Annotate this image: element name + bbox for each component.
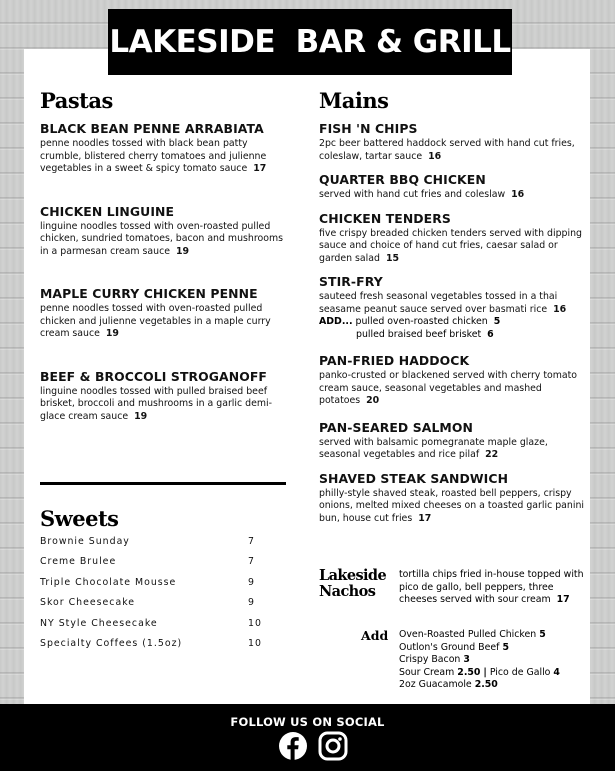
menu-item bbox=[40, 204, 290, 259]
nachos-add-list bbox=[399, 629, 599, 692]
instagram-icon[interactable] bbox=[318, 731, 348, 761]
menu-item bbox=[319, 353, 587, 408]
item-price: 19 bbox=[134, 410, 148, 422]
sweet-price: 10 bbox=[248, 637, 262, 649]
follow-us-text: FOLLOW US ON SOCIAL bbox=[230, 715, 385, 729]
menu-item bbox=[319, 420, 587, 462]
item-price: 15 bbox=[385, 252, 399, 264]
item-name: CHICKEN LINGUINE bbox=[40, 203, 175, 219]
item-description: served with hand cut fries and coleslaw 16 bbox=[319, 189, 525, 200]
mains-heading: Mains bbox=[319, 88, 389, 113]
menu-item bbox=[319, 172, 587, 202]
addon-item: Outlon's Ground Beef 5 bbox=[399, 641, 509, 653]
item-price: 19 bbox=[105, 328, 119, 339]
menu-item bbox=[319, 471, 587, 526]
footer bbox=[0, 704, 615, 771]
item-description: linguine noodles tossed with oven-roasted pulled chicken, sundried tomatoes, bacon and mushrooms in a parmesan cream sauce 19 bbox=[40, 220, 283, 257]
facebook-icon[interactable] bbox=[278, 731, 308, 761]
item-name: CHICKEN TENDERS bbox=[319, 210, 451, 226]
item-description: sauteed fresh seasonal vegetables tossed in a thai seasame peanut sauce served over basmati rice 16 bbox=[319, 291, 567, 315]
nachos-title: Lakeside Nachos bbox=[319, 567, 387, 600]
sweet-price: 7 bbox=[248, 536, 255, 547]
page-title: LAKESIDE BAR & GRILL bbox=[108, 9, 512, 75]
item-price: 16 bbox=[553, 303, 567, 315]
mains-section bbox=[319, 88, 587, 525]
menu-item bbox=[319, 274, 587, 341]
addon-item: 2oz Guacamole 2.50 bbox=[399, 679, 498, 690]
item-name: BEEF & BROCCOLI STROGANOFF bbox=[40, 368, 267, 384]
item-description: panko-crusted or blackened served with cherry tomato cream sauce, seasonal vegetables and mashed potatoes 20 bbox=[319, 370, 578, 406]
item-price: 16 bbox=[511, 189, 525, 200]
item-name: BLACK BEAN PENNE ARRABIATA bbox=[40, 121, 264, 136]
item-price: 22 bbox=[485, 449, 499, 460]
sweet-item: Skor Cheesecake 9 bbox=[40, 596, 270, 616]
item-price: 17 bbox=[556, 594, 570, 605]
item-description: penne noodles tossed with oven-roasted pulled chicken and julienne vegetables in a maple curry cream sauce 19 bbox=[40, 303, 271, 339]
addon-item: Crispy Bacon 3 bbox=[399, 654, 470, 665]
sweet-item: Specialty Coffees (1.5oz) 10 bbox=[40, 637, 270, 657]
section-divider bbox=[40, 482, 286, 485]
item-name: PAN-SEARED SALMON bbox=[319, 419, 473, 435]
item-description: 2pc beer battered haddock served with hand cut fries, coleslaw, tartar sauce 16 bbox=[319, 138, 575, 162]
sweets-heading: Sweets bbox=[40, 506, 119, 531]
item-description: penne noodles tossed with black bean patty crumble, blistered cherry tomatoes and julienne vegetables in a sweet & spicy tomato sauce 17 bbox=[40, 138, 267, 174]
item-name: FISH 'N CHIPS bbox=[319, 121, 418, 136]
item-price: 19 bbox=[175, 245, 190, 257]
item-description: linguine noodles tossed with pulled braised beef brisket, broccoli and mushrooms in a garlic demi-glace cream sauce 19 bbox=[40, 385, 272, 422]
item-price: 16 bbox=[428, 150, 442, 162]
item-name: STIR-FRY bbox=[319, 274, 383, 289]
pastas-section bbox=[40, 88, 290, 423]
item-price: 20 bbox=[366, 395, 380, 406]
item-name: SHAVED STEAK SANDWICH bbox=[319, 470, 509, 486]
item-price: 17 bbox=[253, 163, 267, 174]
addon-item: Oven-Roasted Pulled Chicken 5 bbox=[399, 629, 546, 640]
nachos-description: tortilla chips fried in-house topped with pico de gallo, bell peppers, three cheeses served with sour cream 17 bbox=[399, 569, 584, 605]
item-description: philly-style shaved steak, roasted bell peppers, crispy onions, melted mixed cheeses on a toasted garlic panini bun, house cut fries 17 bbox=[319, 487, 585, 524]
sweet-item: Brownie Sunday 7 bbox=[40, 535, 270, 555]
item-name: QUARTER BBQ CHICKEN bbox=[319, 172, 486, 187]
item-name: MAPLE CURRY CHICKEN PENNE bbox=[40, 286, 258, 301]
addon-item: Sour Cream 2.50 | Pico de Gallo 4 bbox=[399, 666, 560, 678]
sweet-price: 9 bbox=[248, 576, 255, 588]
nachos-add-label: Add bbox=[361, 628, 389, 643]
stirfry-addon: pulled braised beef brisket 6 bbox=[356, 328, 494, 340]
sweet-price: 7 bbox=[248, 556, 255, 568]
sweet-item: Creme Brulee 7 bbox=[40, 555, 270, 575]
item-description: five crispy breaded chicken tenders served with dipping sauce and choice of hand cut fries, caesar salad or garden salad 15 bbox=[319, 227, 582, 264]
item-name: PAN-FRIED HADDOCK bbox=[319, 353, 470, 368]
sweet-item: NY Style Cheesecake 10 bbox=[40, 617, 270, 637]
sweet-item: Triple Chocolate Mousse 9 bbox=[40, 576, 270, 596]
sweet-price: 10 bbox=[248, 617, 262, 629]
menu-item bbox=[40, 369, 290, 424]
sweets-list bbox=[40, 535, 270, 657]
menu-item bbox=[40, 121, 290, 176]
pastas-heading: Pastas bbox=[40, 88, 113, 113]
stirfry-addon: ADD... pulled oven-roasted chicken 5 bbox=[319, 316, 501, 327]
menu-item bbox=[319, 211, 587, 266]
menu-item bbox=[319, 121, 587, 163]
sweet-price: 9 bbox=[248, 597, 255, 609]
item-price: 17 bbox=[418, 512, 432, 524]
menu-item bbox=[40, 286, 290, 341]
item-description: served with balsamic pomegranate maple glaze, seasonal vegetables and rice pilaf 22 bbox=[319, 436, 548, 460]
